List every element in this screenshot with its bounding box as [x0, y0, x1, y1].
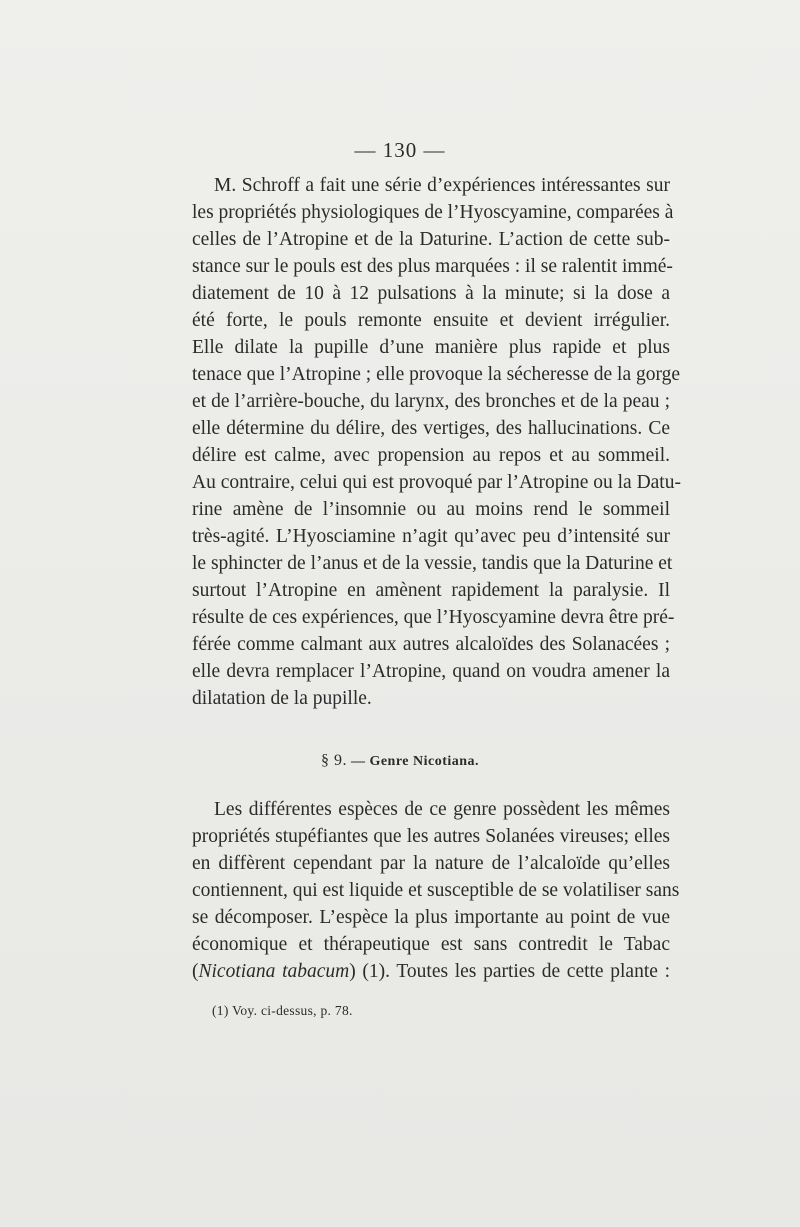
text-line: elle détermine du délire, des vertiges, des hallucinations. Ce	[192, 418, 670, 439]
text-line: les propriétés physiologiques de l’Hyoscyamine, comparées à	[192, 202, 674, 223]
text-line: surtout l’Atropine en amènent rapidement la paralysie. Il	[192, 580, 670, 601]
species-name: Nicotiana tabacum	[198, 961, 350, 982]
text-line: Les différentes espèces de ce genre possèdent les mêmes	[214, 799, 670, 820]
section-mark: § 9.	[320, 752, 347, 769]
text-line: se décomposer. L’espèce la plus importante au point de vue	[192, 907, 670, 928]
text-line: tenace que l’Atropine ; elle provoque la sécheresse de la gorge	[192, 364, 681, 385]
page-number: — 130 —	[354, 138, 446, 162]
text-line: contiennent, qui est liquide et susceptible de se volatiliser sans	[192, 880, 680, 901]
text-line: dilatation de la pupille.	[192, 688, 372, 709]
text-line: propriétés stupéfiantes que les autres Solanées vireuses; elles	[192, 826, 670, 847]
heading-title: Genre Nicotiana.	[369, 754, 480, 769]
text-line: très-agité. L’Hyosciamine n’agit qu’avec peu d’intensité sur	[192, 526, 670, 547]
text-line: diatement de 10 à 12 pulsations à la minute; si la dose a	[192, 283, 670, 304]
text-line: été forte, le pouls remonte ensuite et devient irrégulier.	[192, 310, 670, 331]
text-line: Elle dilate la pupille d’une manière plus rapide et plus	[192, 337, 670, 358]
text-line: économique et thérapeutique est sans contredit le Tabac	[192, 934, 670, 955]
heading-dash: —	[350, 754, 366, 769]
text-line	[192, 958, 670, 985]
text-line: le sphincter de l’anus et de la vessie, tandis que la Daturine et	[192, 553, 673, 574]
text-line: délire est calme, avec propension au repos et au sommeil.	[192, 445, 670, 466]
open-paren: (	[192, 961, 199, 982]
text-line: et de l’arrière-bouche, du larynx, des bronches et de la peau ;	[192, 391, 670, 412]
paragraph-nicotiana	[192, 796, 680, 985]
text-line: en diffèrent cependant par la nature de l’alcaloïde qu’elles	[192, 853, 670, 874]
line-rest: ) (1). Toutes les parties de cette plante :	[349, 961, 670, 982]
paragraph-hyoscyamine	[192, 172, 681, 712]
text-line: Au contraire, celui qui est provoqué par l’Atropine ou la Datu-	[192, 472, 681, 493]
text-line: elle devra remplacer l’Atropine, quand on voudra amener la	[192, 661, 670, 682]
text-line: M. Schroff a fait une série d’expériences intéressantes sur	[214, 175, 670, 196]
text-line: férée comme calmant aux autres alcaloïdes des Solanacées ;	[192, 634, 670, 655]
text-line: résulte de ces expériences, que l’Hyoscyamine devra être pré-	[192, 607, 675, 628]
text-line: rine amène de l’insomnie ou au moins rend le sommeil	[192, 499, 670, 520]
text-line: stance sur le pouls est des plus marquées : il se ralentit immé-	[192, 256, 673, 277]
text-line: celles de l’Atropine et de la Daturine. L’action de cette sub-	[192, 229, 670, 250]
section-heading	[0, 752, 800, 770]
footnote: (1) Voy. ci-dessus, p. 78.	[212, 1003, 353, 1018]
